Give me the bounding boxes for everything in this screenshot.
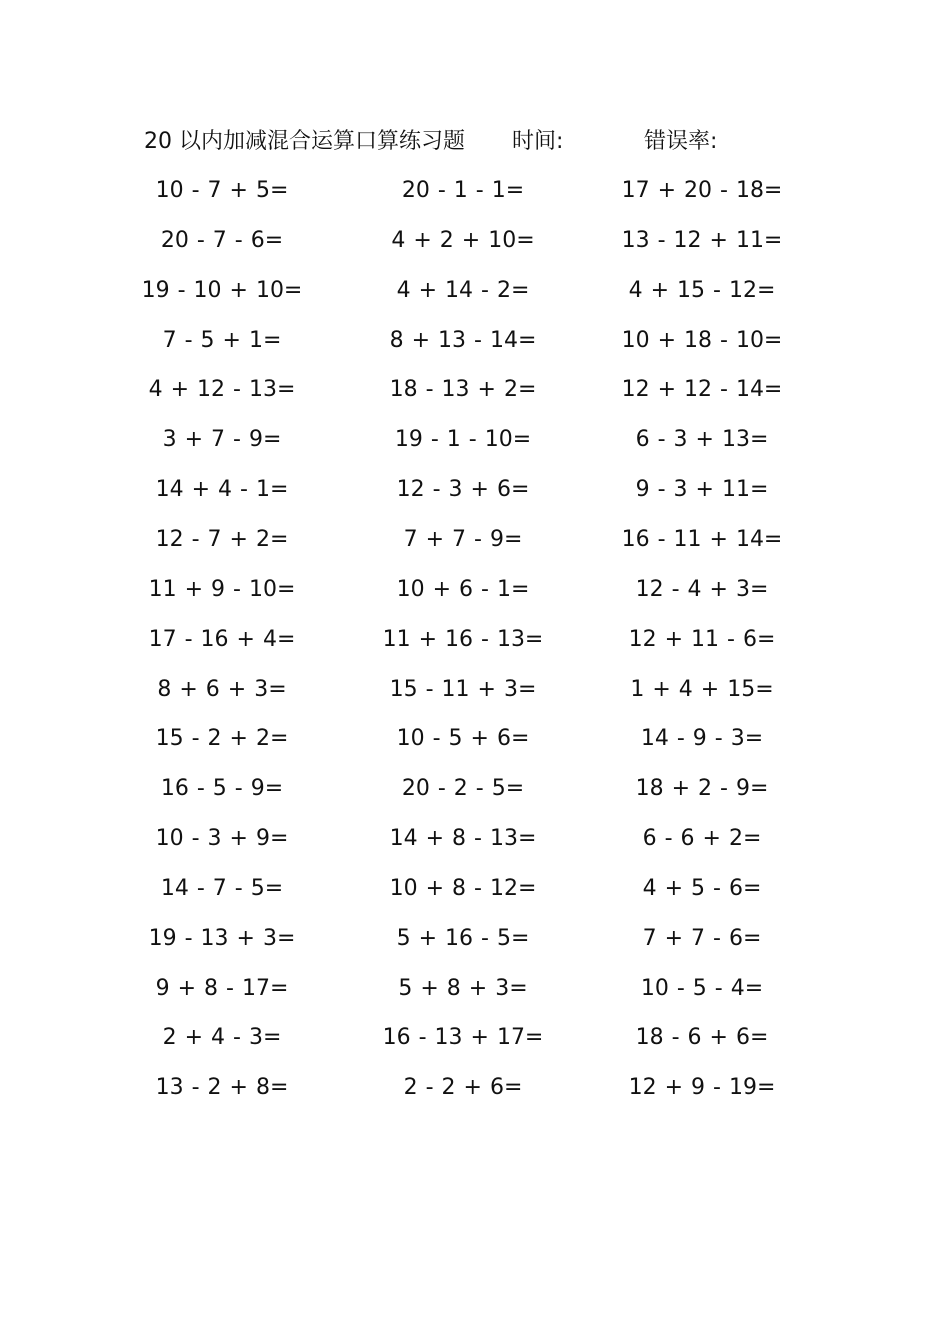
problem-item: 14 - 7 - 5=: [160, 875, 284, 901]
problem-row: [0, 324, 950, 358]
problem-row: [0, 274, 950, 308]
problem-item: 8 + 13 - 14=: [389, 327, 537, 353]
problem-item: 5 + 16 - 5=: [396, 925, 530, 951]
problem-item: 16 - 13 + 17=: [382, 1025, 544, 1051]
problem-item: 12 - 7 + 2=: [155, 526, 289, 552]
problem-item: 10 - 5 + 6=: [396, 726, 530, 752]
problem-item: 6 - 6 + 2=: [642, 826, 762, 852]
problem-row: [0, 573, 950, 607]
problem-item: 10 + 8 - 12=: [389, 875, 537, 901]
problem-row: [0, 623, 950, 657]
problem-item: 15 - 2 + 2=: [155, 726, 289, 752]
problem-item: 9 + 8 - 17=: [155, 975, 289, 1001]
problem-item: 15 - 11 + 3=: [389, 676, 537, 702]
problem-item: 1 + 4 + 15=: [630, 676, 774, 702]
error-rate-label: 错误率:: [644, 129, 718, 154]
problem-item: 18 - 6 + 6=: [635, 1025, 769, 1051]
problem-item: 20 - 7 - 6=: [160, 227, 284, 253]
problem-item: 12 + 12 - 14=: [621, 377, 783, 403]
problem-item: 19 - 1 - 10=: [394, 427, 532, 453]
problem-row: [0, 972, 950, 1006]
problem-item: 9 - 3 + 11=: [635, 477, 769, 503]
problem-row: [0, 523, 950, 557]
problem-item: 11 + 16 - 13=: [382, 626, 544, 652]
problem-row: [0, 224, 950, 258]
problem-item: 20 - 1 - 1=: [401, 178, 525, 203]
problem-item: 20 - 2 - 5=: [401, 776, 525, 802]
problem-item: 17 - 16 + 4=: [148, 626, 296, 652]
problem-item: 7 - 5 + 1=: [162, 327, 282, 353]
problem-item: 7 + 7 - 6=: [642, 925, 762, 951]
problem-row: [0, 673, 950, 707]
problem-item: 14 + 4 - 1=: [155, 477, 289, 503]
problem-row: [0, 872, 950, 906]
problem-item: 6 - 3 + 13=: [635, 427, 769, 453]
problem-item: 4 + 2 + 10=: [391, 227, 535, 253]
problem-item: 10 - 5 - 4=: [640, 975, 764, 1001]
problem-item: 16 - 5 - 9=: [160, 776, 284, 802]
problem-item: 3 + 7 - 9=: [162, 427, 282, 453]
problem-row: [0, 822, 950, 856]
problem-item: 16 - 11 + 14=: [621, 526, 783, 552]
problem-item: 2 + 4 - 3=: [162, 1025, 282, 1051]
problem-row: [0, 423, 950, 457]
problem-item: 18 + 2 - 9=: [635, 776, 769, 802]
problem-row: [0, 174, 950, 208]
problem-row: [0, 1021, 950, 1055]
problem-item: 8 + 6 + 3=: [157, 676, 287, 702]
problem-row: [0, 922, 950, 956]
problem-item: 13 - 2 + 8=: [155, 1075, 289, 1101]
problem-item: 14 - 9 - 3=: [640, 726, 764, 752]
problem-item: 4 + 14 - 2=: [396, 277, 530, 303]
problem-row: [0, 772, 950, 806]
worksheet-title: 20 以内加减混合运算口算练习题: [144, 129, 465, 154]
problem-row: [0, 373, 950, 407]
problem-item: 7 + 7 - 9=: [403, 526, 523, 552]
problem-item: 4 + 5 - 6=: [642, 875, 762, 901]
problem-item: 17 + 20 - 18=: [621, 178, 783, 203]
time-label: 时间:: [512, 129, 564, 154]
problem-row: [0, 722, 950, 756]
problem-item: 19 - 10 + 10=: [141, 277, 303, 303]
problem-item: 10 - 7 + 5=: [155, 178, 289, 203]
problem-row: [0, 473, 950, 507]
problem-item: 2 - 2 + 6=: [403, 1075, 523, 1101]
problem-row: [0, 1071, 950, 1105]
problem-item: 18 - 13 + 2=: [389, 377, 537, 403]
problem-item: 12 - 4 + 3=: [635, 576, 769, 602]
problem-item: 11 + 9 - 10=: [148, 576, 296, 602]
problem-item: 5 + 8 + 3=: [398, 975, 528, 1001]
problem-item: 14 + 8 - 13=: [389, 826, 537, 852]
problem-item: 13 - 12 + 11=: [621, 227, 783, 253]
problem-item: 12 - 3 + 6=: [396, 477, 530, 503]
problem-item: 12 + 9 - 19=: [628, 1075, 776, 1101]
problem-item: 10 - 3 + 9=: [155, 826, 289, 852]
problem-item: 10 + 6 - 1=: [396, 576, 530, 602]
problem-item: 10 + 18 - 10=: [621, 327, 783, 353]
problem-item: 4 + 15 - 12=: [628, 277, 776, 303]
problem-item: 12 + 11 - 6=: [628, 626, 776, 652]
problem-item: 4 + 12 - 13=: [148, 377, 296, 403]
problem-item: 19 - 13 + 3=: [148, 925, 296, 951]
